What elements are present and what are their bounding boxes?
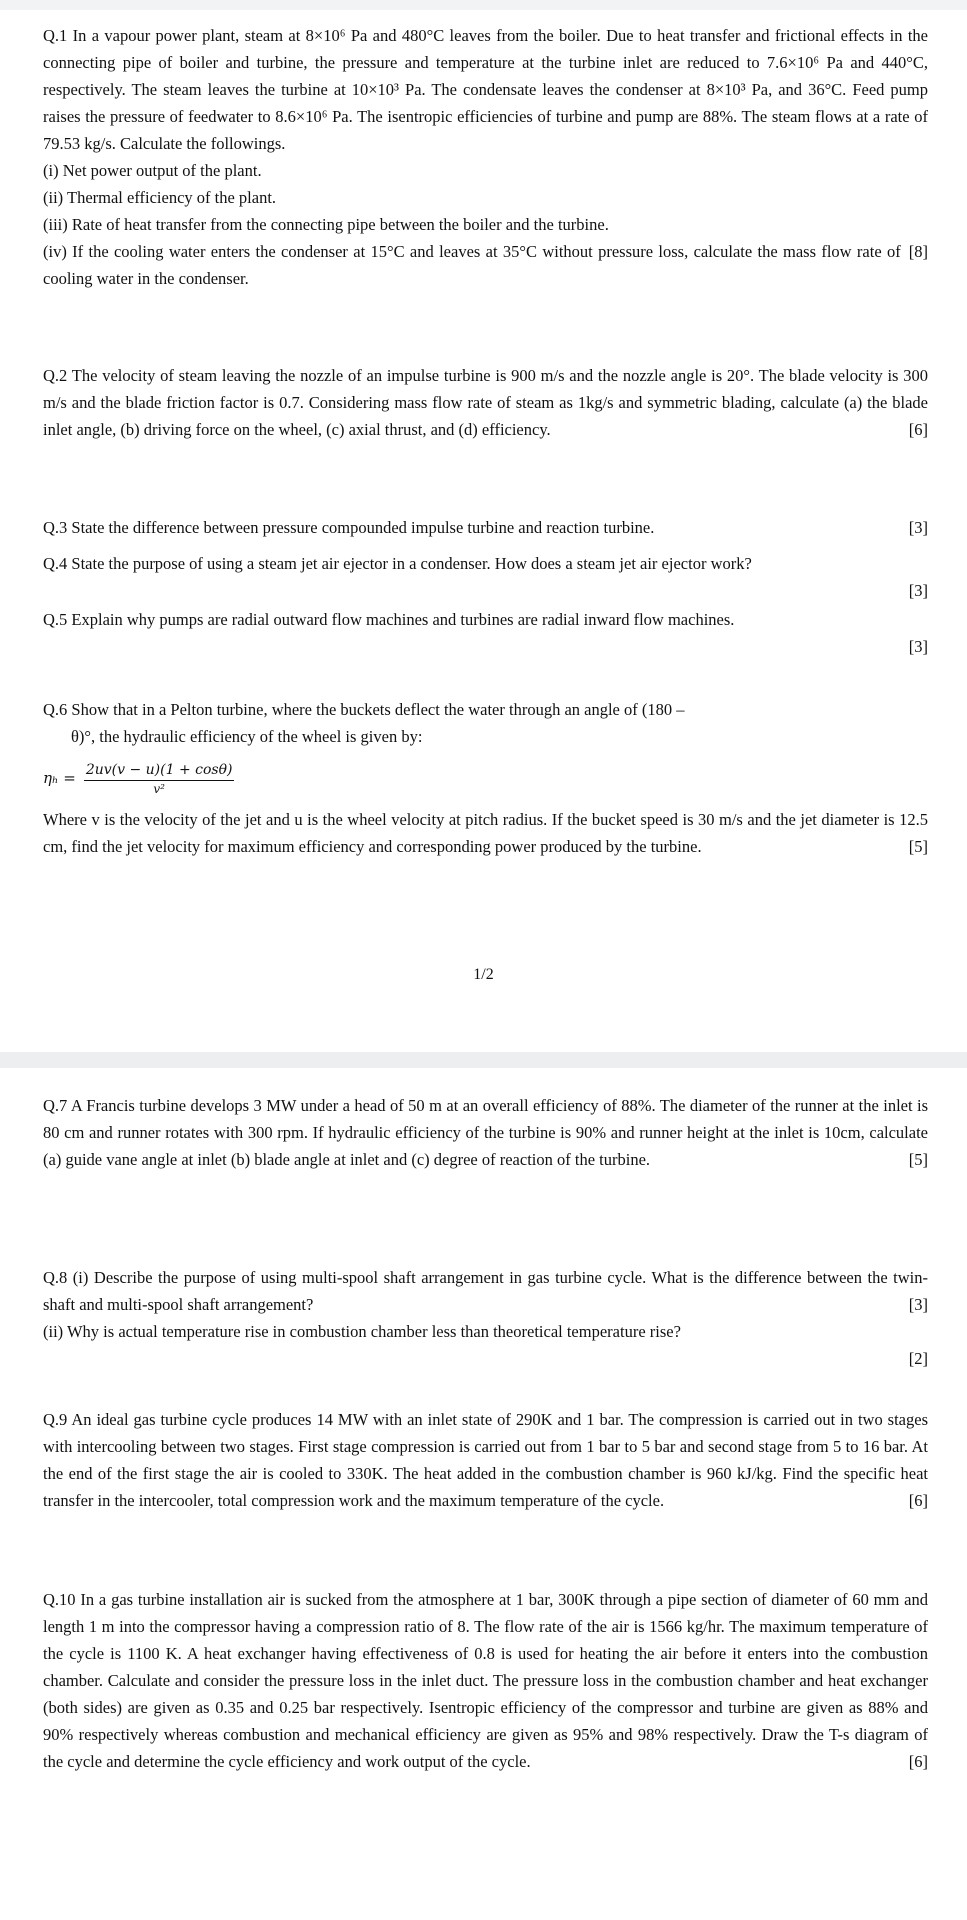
question-7 xyxy=(43,1092,928,1173)
question-4-text: Q.4 State the purpose of using a steam jet air ejector in a condenser. How does a steam jet air ejector work? xyxy=(43,554,752,573)
question-1-text: Q.1 In a vapour power plant, steam at 8×10⁶ Pa and 480°C leaves from the boiler. Due to heat transfer and frictional effects in the connecting pipe of boiler and turbine, the pressure and temperature at the turbine inlet are reduced to 7.6×10⁶ Pa and 440°C, respectively. The steam leaves the turbine at 10×10³ Pa. The condensate leaves the condenser at 8×10³ Pa, and 36°C. Feed pump raises the pressure of feedwater to 8.6×10⁶ Pa. The isentropic efficiencies of turbine and pump are 88%. The steam flows at a rate of 79.53 kg/s. Calculate the followings. xyxy=(43,26,928,153)
question-4-marks: [3] xyxy=(908,581,928,600)
question-2-marks: [6] xyxy=(908,420,928,439)
question-5 xyxy=(43,606,928,660)
question-2-text: Q.2 The velocity of steam leaving the nozzle of an impulse turbine is 900 m/s and the nozzle angle is 20°. The blade velocity is 300 m/s and the blade friction factor is 0.7. Considering mass flow rate of steam as 1kg/s and symmetric blading, calculate (a) the blade inlet angle, (b) driving force on the wheel, (c) axial thrust, and (d) efficiency. xyxy=(43,366,928,439)
question-10-marks: [6] xyxy=(908,1752,928,1771)
page-separator xyxy=(0,1052,967,1068)
hydraulic-efficiency-formula xyxy=(43,750,928,806)
question-9-text: Q.9 An ideal gas turbine cycle produces 14 MW with an inlet state of 290K and 1 bar. The compression is carried out in two stages with intercooling between two stages. First stage compression is carried out from 1 bar to 5 bar and second stage from 5 to 16 bar. At the end of the first stage the air is cooled to 330K. The heat added in the combustion chamber is 960 kJ/kg. Find the specific heat transfer in the intercooler, total compression work and the maximum temperature of the cycle. xyxy=(43,1410,928,1510)
question-7-text: Q.7 A Francis turbine develops 3 MW under a head of 50 m at an overall efficiency of 88%. The diameter of the runner at the inlet is 80 cm and runner rotates with 300 rpm. If hydraulic efficiency of the turbine is 90% and runner height at the inlet is 10cm, calculate (a) guide vane angle at inlet (b) blade angle at inlet and (c) degree of reaction of the turbine. xyxy=(43,1096,928,1169)
question-3 xyxy=(43,514,928,541)
question-2 xyxy=(43,362,928,443)
question-3-text: Q.3 State the difference between pressure compounded impulse turbine and reaction turbine. xyxy=(43,518,655,537)
question-1-part-iv: (iv) If the cooling water enters the condenser at 15°C and leaves at 35°C without pressure loss, calculate the mass flow rate of cooling water in the condenser. xyxy=(43,242,901,288)
page-two xyxy=(0,1068,967,1920)
formula-fraction xyxy=(84,760,235,797)
question-6 xyxy=(43,696,928,860)
question-1 xyxy=(43,22,928,292)
page-top-edge xyxy=(0,0,967,10)
formula-denominator: v² xyxy=(153,781,165,796)
page-number: 1/2 xyxy=(473,966,494,983)
formula-numerator: 2uv(v − u)(1 + cosθ) xyxy=(84,760,235,781)
question-6-marks: [5] xyxy=(908,837,928,856)
question-1-part-ii: (ii) Thermal efficiency of the plant. xyxy=(43,188,277,207)
question-7-marks: [5] xyxy=(908,1150,928,1169)
question-9-marks: [6] xyxy=(908,1491,928,1510)
question-4 xyxy=(43,550,928,604)
question-5-text: Q.5 Explain why pumps are radial outward flow machines and turbines are radial inward flow machines. xyxy=(43,610,735,629)
question-6-text-c: Where v is the velocity of the jet and u is the wheel velocity at pitch radius. If the bucket speed is 30 m/s and the jet diameter is 12.5 cm, find the jet velocity for maximum efficiency and corresponding power produced by the turbine. xyxy=(43,810,928,856)
question-1-marks: [8] xyxy=(908,242,928,261)
question-8-text-i: Q.8 (i) Describe the purpose of using multi-spool shaft arrangement in gas turbine cycle. What is the difference between the twin-shaft and multi-spool shaft arrangement? xyxy=(43,1268,928,1314)
question-6-text-b: θ)°, the hydraulic efficiency of the wheel is given by: xyxy=(71,727,423,746)
question-3-marks: [3] xyxy=(908,518,928,537)
formula-lhs: ηₕ = xyxy=(43,768,76,787)
question-8-text-ii: (ii) Why is actual temperature rise in combustion chamber less than theoretical temperature rise? xyxy=(43,1322,681,1341)
question-8-marks-i: [3] xyxy=(908,1295,928,1314)
question-6-text-a: Q.6 Show that in a Pelton turbine, where the buckets deflect the water through an angle of (180 – xyxy=(43,700,685,719)
question-8 xyxy=(43,1264,928,1372)
question-10-text: Q.10 In a gas turbine installation air is sucked from the atmosphere at 1 bar, 300K through a pipe section of diameter of 60 mm and length 1 m into the compressor having a compression ratio of 8. The flow rate of the air is 1566 kg/hr. The maximum temperature of the cycle is 1100 K. A heat exchanger having effectiveness of 0.8 is used for heating the air before it enters into the combustion chamber. Calculate and consider the pressure loss in the inlet duct. The pressure loss in the combustion chamber and heat exchanger (both sides) are given as 0.35 and 0.25 bar respectively. Isentropic efficiency of the compressor and turbine are given as 88% and 90% respectively whereas combustion and mechanical efficiency are given as 95% and 98% respectively. Draw the T-s diagram of the cycle and determine the cycle efficiency and work output of the cycle. xyxy=(43,1590,928,1771)
question-8-marks-ii: [2] xyxy=(908,1349,928,1368)
question-1-part-i: (i) Net power output of the plant. xyxy=(43,161,262,180)
question-9 xyxy=(43,1406,928,1514)
question-1-part-iii: (iii) Rate of heat transfer from the connecting pipe between the boiler and the turbine. xyxy=(43,215,609,234)
question-10 xyxy=(43,1586,928,1775)
question-5-marks: [3] xyxy=(908,637,928,656)
